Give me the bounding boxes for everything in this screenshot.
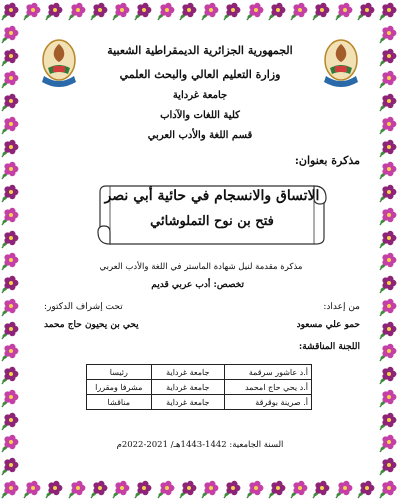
flower-icon [378,205,400,227]
flower-icon [311,478,333,500]
flower-icon [378,91,400,113]
flower-icon [378,137,400,159]
flower-icon [378,114,400,136]
flower-icon [378,182,400,204]
flower-icon [111,478,133,500]
flower-icon [356,0,378,22]
flower-border-right [378,0,400,500]
committee-table [86,364,312,410]
academic-year: السنة الجامعية: 1442-1443هـ/ 2021-2022م [116,440,284,450]
flower-icon [378,68,400,90]
flower-icon [378,410,400,432]
flower-icon [0,23,22,45]
flower-icon [0,319,22,341]
flower-icon [0,364,22,386]
flower-icon [378,478,400,500]
flower-icon [222,0,244,22]
flower-icon [156,0,178,22]
committee-member-role: رئيسا [87,365,152,380]
flower-icon [0,273,22,295]
flower-icon [334,478,356,500]
university-emblem-icon [316,34,366,94]
flower-icon [378,0,400,22]
flower-icon [378,296,400,318]
flower-icon [378,432,400,454]
flower-icon [111,0,133,22]
flower-icon [0,250,22,272]
flower-icon [133,478,155,500]
flower-icon [0,182,22,204]
flower-icon [89,0,111,22]
flower-icon [200,0,222,22]
flower-icon [22,478,44,500]
university-name: جامعة غرداية [172,90,228,101]
flower-icon [378,228,400,250]
flower-icon [0,478,22,500]
thesis-subject-author: فتح بن نوح التملوشائي [150,214,274,229]
flower-icon [44,478,66,500]
faculty-name: كلية اللغات والآداب [160,110,240,121]
table-row [87,365,312,380]
table-row [87,395,312,410]
committee-member-name: أ.د يحي حاج امحمد [225,380,312,395]
flower-icon [67,0,89,22]
flower-icon [22,0,44,22]
flower-icon [178,478,200,500]
flower-icon [0,387,22,409]
committee-member-institution: جامعة غرداية [151,380,224,395]
flower-icon [289,0,311,22]
flower-icon [0,68,22,90]
flower-icon [378,159,400,181]
student-name: حمو علي مسعود [296,320,360,330]
flower-icon [245,478,267,500]
memo-label: مذكرة بعنوان: [294,154,360,167]
flower-icon [178,0,200,22]
thesis-title: الاتساق والانسجام في حائية أبي نصر [104,188,320,204]
department-name: قسم اللغة والأدب العربي [147,130,253,141]
flower-icon [0,91,22,113]
committee-member-role: مشرفا ومقررا [87,380,152,395]
committee-member-institution: جامعة غرداية [151,365,224,380]
flower-icon [0,455,22,477]
flower-icon [378,46,400,68]
committee-member-name: أ. صرينة بوقرقة [225,395,312,410]
flower-border-bottom [0,478,400,500]
flower-icon [67,478,89,500]
prepared-by-label: من إعداد: [323,302,360,312]
flower-icon [133,0,155,22]
flower-icon [378,23,400,45]
university-emblem-icon [34,34,84,94]
flower-icon [89,478,111,500]
flower-icon [356,478,378,500]
committee-member-role: مناقشا [87,395,152,410]
flower-icon [0,137,22,159]
flower-icon [44,0,66,22]
flower-icon [0,228,22,250]
flower-icon [156,478,178,500]
committee-member-institution: جامعة غرداية [151,395,224,410]
flower-border-left [0,0,22,500]
degree-note: مذكرة مقدمة لنيل شهادة الماستر في اللغة والأدب العربي [99,262,303,272]
flower-icon [200,478,222,500]
committee-label: اللجنة المناقشة: [298,342,360,352]
flower-icon [245,0,267,22]
flower-border-top [0,0,400,22]
flower-icon [0,341,22,363]
flower-icon [378,250,400,272]
flower-icon [0,159,22,181]
supervisor-name: يحي بن يحيون حاج محمد [44,320,139,330]
flower-icon [311,0,333,22]
flower-icon [378,364,400,386]
flower-icon [0,205,22,227]
republic-name: الجمهورية الجزائرية الديمقراطية الشعبية [107,44,293,57]
flower-icon [0,46,22,68]
flower-icon [222,478,244,500]
table-row [87,380,312,395]
flower-icon [378,341,400,363]
flower-icon [0,410,22,432]
flower-icon [0,432,22,454]
flower-icon [334,0,356,22]
flower-icon [378,319,400,341]
flower-icon [0,296,22,318]
supervisor-label: تحت إشراف الدكتور: [44,302,123,312]
ministry-name: وزارة التعليم العالي والبحث العلمي [119,68,281,81]
flower-icon [289,478,311,500]
flower-icon [378,455,400,477]
flower-icon [378,387,400,409]
specialty: تخصص: أدب عربي قديم [151,280,244,290]
committee-member-name: أ.د عاشور سرقمة [225,365,312,380]
flower-icon [378,273,400,295]
flower-icon [267,478,289,500]
flower-icon [0,0,22,22]
flower-icon [0,114,22,136]
flower-icon [267,0,289,22]
